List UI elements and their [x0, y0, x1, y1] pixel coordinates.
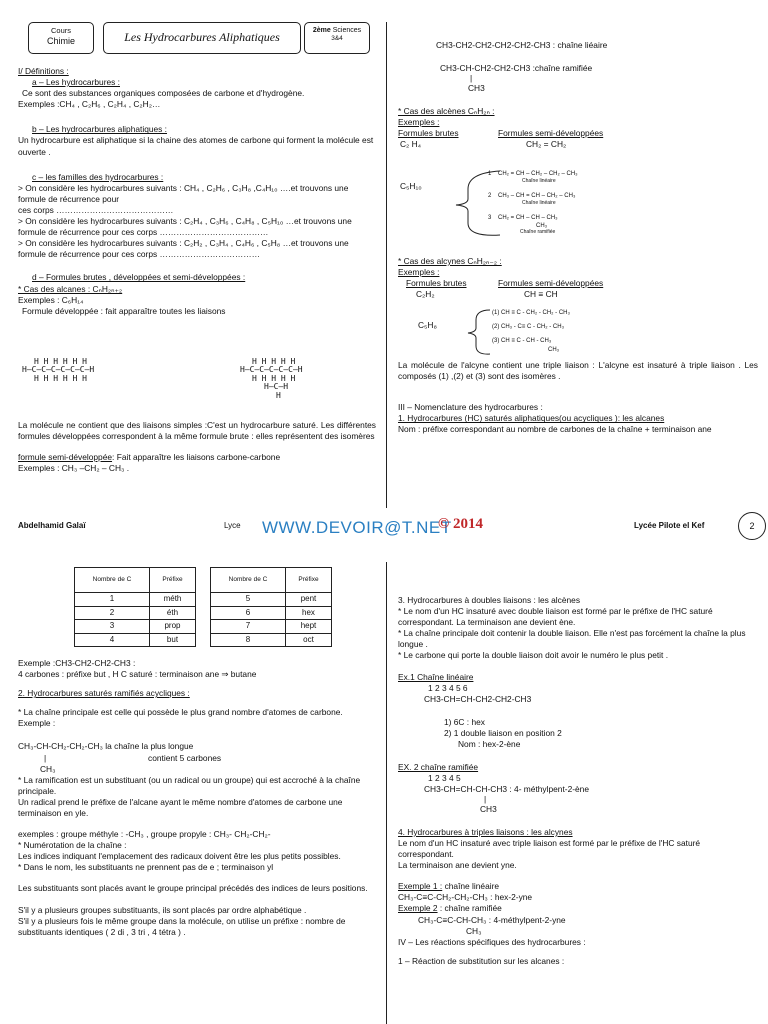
- formula-line: CH3-CH2-CH2-CH2-CH2-CH3 : chaîne liéaire: [436, 40, 608, 50]
- paragraph: exemples : groupe méthyle : -CH₃ , groupe propyle : CH₃- CH₂-CH₂-: [18, 829, 271, 840]
- brace-icon: [450, 169, 510, 239]
- table-row: 1 méth: [75, 593, 196, 607]
- right-column-page1-bottom: [398, 360, 758, 435]
- structural-formula-linear: H H H H H H H–C–C–C–C–C–C–H H H H H H H: [22, 357, 95, 383]
- paragraph: S'il y a plusieurs fois le même groupe dans la molécule, on utilise un préfixe : nombre de substituants identiques ( 2 di , 3 tri , 4 tétra ) .: [18, 915, 346, 937]
- formula-line: CH3-CH=CH-CH-CH3 : 4- méthylpent-2-ène: [424, 784, 589, 795]
- subsection-title: * Cas des alcènes CₙH₂ₙ :: [398, 105, 495, 116]
- paragraph: La molécule de l'alcyne contient une triple liaison : L'alcyne est insaturé à triple liaison . Les composés (1) ,(2) et (3) sont des isomères .: [398, 360, 758, 382]
- page-title: Les Hydrocarbures Aliphatiques: [124, 30, 280, 44]
- section-title: I/ Définitions :: [18, 66, 69, 76]
- subsection-title: * Cas des alcynes CₙH₂ₙ₋₂ :: [398, 256, 502, 266]
- course-box: Cours Chimie: [28, 22, 94, 54]
- alkene-isomers: C₅H₁₀ 1 CH₂ = CH – CH₂ – CH₂ – CH₃ Chaîne linéaire 2 CH₃ – CH = CH – CH₂ – CH₃ Chaîne linéaire 3 CH₂ = CH – CH – CH₃ CH₃ Chaîne ramifiée: [400, 165, 740, 247]
- column-divider: [386, 562, 387, 1024]
- subsection-title: 2. Hydrocarbures saturés ramifiés acycliques :: [18, 688, 190, 699]
- paragraph: Les indices indiquant l'emplacement des radicaux doivent être les plus petits possibles.: [18, 851, 341, 862]
- paragraph: > On considère les hydrocarbures suivants : C₂H₄ , C₃H₆ , C₄H₈ , C₅H₁₀ …et trouvons une formule de récurrence pour ces corps …………………………………: [18, 216, 352, 238]
- footer-text: Lyce: [224, 521, 241, 530]
- site-link[interactable]: WWW.DEVOIR@T.NET: [262, 518, 452, 537]
- paragraph: ces corps ……………………………………: [18, 204, 174, 215]
- example-title: EX. 2 chaîne ramifiée: [398, 762, 479, 773]
- paragraph: * La chaîne principale est celle qui possède le plus grand nombre d'atomes de carbone.: [18, 707, 343, 718]
- title-box: [103, 22, 301, 54]
- paragraph: Exemples : CH₃ –CH₂ – CH₃ .: [18, 463, 130, 474]
- paragraph: > On considère les hydrocarbures suivants : C₂H₂ , C₃H₄ , C₄H₆ , C₅H₈ …et trouvons une formule de récurrence pour ces corps ………………………………: [18, 238, 349, 260]
- paragraph: Exemple :: [18, 718, 56, 729]
- paragraph: Un hydrocarbure est aliphatique si la chaine des atomes de carbone qui forment la molécule est ouverte .: [18, 135, 374, 157]
- subsection-title: 3. Hydrocarbures à doubles liaisons : les alcènes: [398, 595, 581, 605]
- subsection-title: c – les familles des hydrocarbures :: [32, 171, 164, 182]
- table-row: 6 hex: [211, 606, 332, 620]
- section-title: III – Nomenclature des hydrocarbures :: [398, 402, 543, 413]
- paragraph: * La ramification est un substituant (ou un radical ou un groupe) qui est accroché à la chaîne principale.: [18, 774, 361, 796]
- paragraph: Exemples : C₆H₁₄: [18, 294, 84, 305]
- formula-line: CH3-CH-CH2-CH2-CH3 :chaîne ramifiée: [440, 63, 593, 74]
- subsection-title: b – Les hydrocarbures aliphatiques :: [32, 124, 168, 135]
- paragraph: * Le nom d'un HC insaturé avec double liaison est formé par le préfixe de l'HC saturé correspondant. La terminaison ane devient ène.: [398, 606, 713, 628]
- table-row: 7 hept: [211, 620, 332, 634]
- paragraph: Ce sont des substances organiques composées de carbone et d'hydrogène.: [22, 88, 305, 99]
- paragraph: S'il y a plusieurs groupes substituants, ils sont placés par ordre alphabétique .: [18, 904, 307, 915]
- paragraph: La molécule ne contient que des liaisons simples :C'est un hydrocarbure saturé. Les différentes formules développées correspondent à la même formule brute : elles représentent des isomères: [18, 420, 376, 442]
- paragraph: La terminaison ane devient yne.: [398, 860, 517, 871]
- author-name: Abdelhamid Galaï: [18, 521, 86, 530]
- formula-line: CH₃-C≡C-CH₂-CH₂-CH₃ : hex-2-yne: [398, 892, 533, 903]
- brace-icon: [464, 308, 494, 358]
- paragraph: * Le carbone qui porte la double liaison doit avoir le numéro le plus petit .: [398, 650, 669, 661]
- table-row: 8 oct: [211, 633, 332, 647]
- alkyne-section: * Cas des alcynes CₙH₂ₙ₋₂ : Exemples : Formules brutes Formules semi-développées C₂H₂ CH ≡ CH: [398, 256, 758, 300]
- paragraph: Le nom d'un HC insaturé avec triple liaison est formé par le préfixe de l'HC saturé correspondant.: [398, 838, 701, 860]
- table-row: 3 prop: [75, 620, 196, 634]
- formula-line: CH₃-CH-CH₂-CH₂-CH₃ la chaîne la plus longue: [18, 741, 194, 752]
- paragraph: * La chaîne principale doit contenir la double liaison. Elle n'est pas forcément la chaîne la plus longue .: [398, 628, 746, 650]
- example-title: Ex.1 Chaîne linéaire: [398, 671, 474, 682]
- formula-line: CH₃-C≡C-CH-CH₃ : 4-méthylpent-2-yne: [418, 914, 566, 925]
- school-name: Lycée Pilote el Kef: [634, 521, 705, 530]
- paragraph: Nom : préfixe correspondant au nombre de carbones de la chaîne + terminaison ane: [398, 424, 712, 435]
- paragraph: * Numérotation de la chaîne :: [18, 840, 127, 851]
- semi-title: formule semi-développée: [18, 452, 113, 463]
- paragraph: Formule développée : fait apparaître toutes les liaisons: [22, 305, 226, 316]
- right-column-page2: 3. Hydrocarbures à doubles liaisons : les alcènes * Le nom d'un HC insaturé avec double liaison est formé par le préfixe de l'HC saturé correspondant. La terminaison ane devient ène. * La chaîne principale doit contenir la double liaison. Elle n'est pas forcément la chaîne la plus longue . * Le carbone qui porte la double liaison doit avoir le numéro le plus petit . Ex.1 Chaîne linéaire 1 2 3 4 5 6 CH3-CH=CH-CH2-CH2-CH3 1) 6C : hex 2) 1 double liaison en position 2 Nom : hex-2-ène EX. 2 chaîne ramifiée 1 2 3 4 5 CH3-CH=CH-CH-CH3 : 4- méthylpent-2-ène | CH3 4. Hydrocarbures à triples liaisons : les alcynes Le nom d'un HC insaturé avec triple liaison est formé par le préfixe de l'HC saturé correspondant. La terminaison ane devient yne. Exemple 1 : chaîne linéaire CH₃-C≡C-CH₂-CH₂-CH₃ : hex-2-yne Exemple 2 : chaîne ramifiée CH₃-C≡C-CH-CH₃ : 4-méthylpent-2-yne CH₃ IV – Les réactions spécifiques des hydrocarbures : 1 – Réaction de substitution sur les alcanes :: [398, 595, 758, 967]
- paragraph: 4 carbones : préfixe but , H C saturé : terminaison ane ⇒ butane: [18, 669, 257, 680]
- subsection-title: d – Formules brutes , développées et semi-développées :: [32, 272, 246, 283]
- table-row: 4 but: [75, 633, 196, 647]
- structural-formula-branched: H H H H H H–C–C–C–C–C–H H H H H H H–C–H H: [240, 357, 303, 400]
- document-page-2: [0, 512, 768, 1024]
- page-number: 2: [738, 512, 766, 540]
- alkyne-isomers: C₅H₈ (1) CH ≡ C - CH₂ - CH₂ - CH₃ (2) CH₃ - C≡ C - CH₂ - CH₃ (3) CH ≡ C - CH - CH₃ CH₃: [400, 306, 700, 360]
- formula-line: CH3-CH=CH-CH2-CH2-CH3: [424, 693, 532, 704]
- prefix-table-2: Nombre de C Préfixe 5 pent 6 hex 7 hept 8 oct: [210, 567, 332, 647]
- prefix-table-1: Nombre de C Préfixe 1 méth 2 éth 3 prop 4 but: [74, 567, 196, 647]
- class-box: 2ème Sciences 3&4: [304, 22, 370, 54]
- section-title: IV – Les réactions spécifiques des hydrocarbures :: [398, 936, 586, 947]
- paragraph: Exemples :CH₄ , C₂H₆ , C₂H₄ , C₂H₂…: [18, 99, 161, 110]
- subsection-title: * Cas des alcanes : CₙH₂ₙ₊₂: [18, 283, 123, 294]
- subsection-title: 4. Hydrocarbures à triples liaisons : les alcynes: [398, 826, 573, 837]
- paragraph: * Dans le nom, les substituants ne prennent pas de e ; terminaison yl: [18, 862, 274, 873]
- column-divider: [386, 22, 387, 508]
- left-column-page1-bottom: La molécule ne contient que des liaisons simples :C'est un hydrocarbure saturé. Les différentes formules développées correspondent à la même formule brute : elles représentent des isomères formule semi-développée: Fait apparaître les liaisons carbone-carbone Exemples : CH₃ –CH₂ – CH₃ .: [18, 420, 376, 474]
- left-column-page1: [18, 66, 376, 317]
- subsection-title: a – Les hydrocarbures :: [32, 77, 120, 88]
- paragraph: Les substituants sont placés avant le groupe principal précédés des indices de leurs positions.: [18, 883, 368, 894]
- table-row: 5 pent: [211, 593, 332, 607]
- copyright: © 2014: [438, 516, 483, 532]
- paragraph: Exemple :CH3-CH2-CH2-CH3 :: [18, 658, 136, 668]
- subsection-title: 1. Hydrocarbures (HC) saturés aliphatiques(ou acycliques ): les alcanes: [398, 413, 665, 424]
- left-column-page2: Exemple :CH3-CH2-CH2-CH3 : 4 carbones : préfixe but , H C saturé : terminaison ane ⇒ butane 2. Hydrocarbures saturés ramifiés acycliques : * La chaîne principale est celle qui possède le plus grand nombre d'atomes de carbone. Exemple : CH₃-CH-CH₂-CH₂-CH₃ la chaîne la plus longue | contient 5 carbones CH₃ * La ramification est un substituant (ou un radical ou un groupe) qui est accroché à la chaîne principale. Un radical prend le préfixe de l'alcane ayant le même nombre d'atomes de carbone une terminaison en yle. exemples : groupe méthyle : -CH₃ , groupe propyle : CH₃- CH₂-CH₂- * Numérotation de la chaîne : Les indices indiquant l'emplacement des radicaux doivent être les plus petits possibles. * Dans le nom, les substituants ne prennent pas de e ; terminaison yl Les substituants sont placés avant le groupe principal précédés des indices de leurs positions. S'il y a plusieurs groupes substituants, ils sont placés par ordre alphabétique . S'il y a plusieurs fois le même groupe dans la molécule, on utilise un préfixe : nombre de substituants identiques ( 2 di , 3 tri , 4 tétra ) .: [18, 658, 376, 938]
- paragraph: > On considère les hydrocarbures suivants : CH₄ , C₂H₆ , C₃H₈ ,C₄H₁₀ ….et trouvons une formule de récurrence pour: [18, 182, 349, 204]
- paragraph: Un radical prend le préfixe de l'alcane ayant le même nombre d'atomes de carbone une terminaison en yle.: [18, 796, 343, 818]
- table-row: 2 éth: [75, 606, 196, 620]
- right-column-page1: CH3-CH2-CH2-CH2-CH2-CH3 : chaîne liéaire CH3-CH-CH2-CH2-CH3 :chaîne ramifiée | CH3 * Cas des alcènes CₙH₂ₙ : Exemples : Formules brutes Formules semi-développées C₂ H₄ CH₂ = CH₂: [398, 40, 758, 150]
- subsection-title: 1 – Réaction de substitution sur les alcanes :: [398, 955, 565, 966]
